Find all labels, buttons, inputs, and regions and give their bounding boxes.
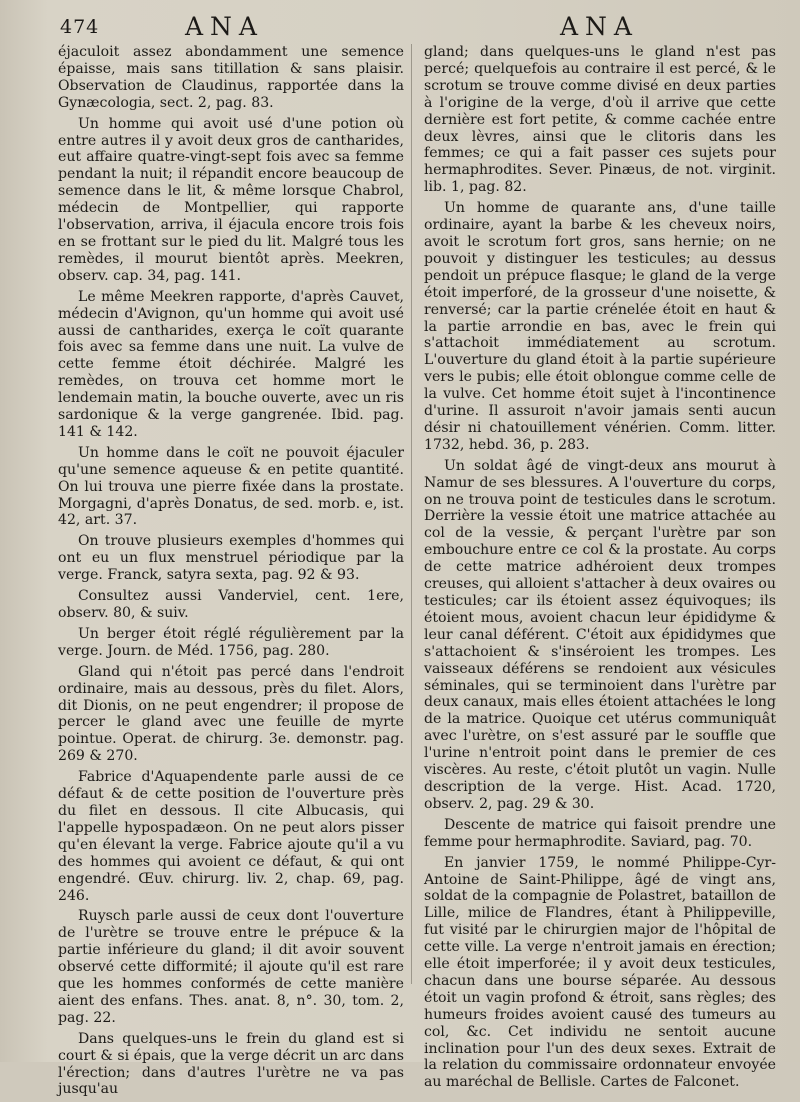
paragraph: Fabrice d'Aquapendente parle aussi de ce défaut & de cette position de l'ouverture près du filet en dessous. Il cite Albucasis, qui l'appelle hypospadæon. On ne peut alors pisser qu'en élevant la verge. Fabrice ajoute qu'il a vu des hommes qui avoient ce défaut, & qui ont engendré. Œuv. chirurg. liv. 2, chap. 69, pag. 246. [58,769,404,904]
page-number: 474 [60,16,100,38]
paragraph: On trouve plusieurs exemples d'hommes qui ont eu un flux menstruel périodique par la verge. Franck, satyra sexta, pag. 92 & 93. [58,533,404,584]
paragraph: Ruysch parle aussi de ceux dont l'ouverture de l'urètre se trouve entre le prépuce & la partie inférieure du gland; il dit avoir souvent observé cette difformité; il ajoute qu'il est rare que les hommes conformés de cette manière aient des enfans. Thes. anat. 8, n°. 30, tom. 2, pag. 22. [58,908,404,1026]
paragraph: Consultez aussi Vanderviel, cent. 1ere, observ. 80, & suiv. [58,588,404,621]
paragraph: éjaculoit assez abondamment une semence épaisse, mais sans titillation & sans plaisir. Observation de Claudinus, rapportée dans la Gynæcologia, sect. 2, pag. 83. [58,44,404,111]
paragraph: Un berger étoit réglé régulièrement par la verge. Journ. de Méd. 1756, pag. 280. [58,625,404,659]
right-column [424,44,776,1095]
column-divider [411,44,412,984]
paragraph: Un homme de quarante ans, d'une taille ordinaire, ayant la barbe & les cheveux noirs, avoit le scrotum fort gros, sans hernie; on ne pouvoit y distinguer les testicules; au dessus pendoit un prépuce flasque; le gland de la verge étoit imperforé, de la grosseur d'une noisette, & renversé; car la partie crénelée étoit en haut & la partie arrondie en bas, avec le frein qui s'attachoit immédiatement au scrotum. L'ouverture du gland étoit à la partie supérieure vers le pubis; elle étoit oblongue comme celle de la vulve. Cet homme étoit sujet à l'incontinence d'urine. Il assuroit n'avoir jamais senti aucun désir ni chatouillement vénérien. Comm. litter. 1732, hebd. 36, p. 283. [424,200,776,453]
paragraph: Dans quelques-uns le frein du gland est si court & si épais, que la verge décrit un arc dans l'érection; dans d'autres l'urètre ne va pas jusqu'au [58,1030,404,1098]
paragraph: Un homme dans le coït ne pouvoit éjaculer qu'une semence aqueuse & en petite quantité. On lui trouva une pierre fixée dans la prostate. Morgagni, d'après Donatus, de sed. morb. e, ist. 42, art. 37. [58,444,404,529]
paragraph: Gland qui n'étoit pas percé dans l'endroit ordinaire, mais au dessous, près du filet. Alors, dit Dionis, on ne peut engendrer; il propose de percer le gland avec une feuille de myrte pointue. Operat. de chirurg. 3e. demonstr. pag. 269 & 270. [58,663,404,765]
paragraph: Un soldat âgé de vingt-deux ans mourut à Namur de ses blessures. A l'ouverture du corps, on ne trouva point de testicules dans le scrotum. Derrière la vessie étoit une matrice attachée au col de la vessie, & perçant l'urètre par son embouchure entre ce col & la prostate. Au corps de cette matrice adhéroient deux trompes creuses, qui alloient s'attacher à deux ovaires ou testicules; car ils étoient assez équivoques; ils étoient mous, avoient chacun leur épididyme & leur canal déférent. C'étoit aux épididymes que s'attachoient & s'inséroient les trompes. Les vaisseaux déférens se rendoient aux vésicules séminales, qui se terminoient dans l'urètre par deux canaux, mais elles étoient attachées le long de la matrice. Quoique cet utérus communiquât avec l'urètre, on s'est assuré par le souffle que l'urine n'entroit point dans le premier de ces viscères. Au reste, c'étoit plutôt un vagin. Nulle description de la verge. Hist. Acad. 1720, observ. 2, pag. 29 & 30. [424,457,776,812]
paragraph: gland; dans quelques-uns le gland n'est pas percé; quelquefois au contraire il est percé, & le scrotum se trouve comme divisé en deux parties à l'origine de la verge, d'où il arrive que cette dernière est fort petite, & comme cachée entre deux lèvres, ainsi que le clitoris dans les femmes; ce qui a fait passer ces sujets pour hermaphrodites. Sever. Pinæus, de not. virginit. lib. 1, pag. 82. [424,44,776,196]
page-header [0,10,800,40]
paragraph: Descente de matrice qui faisoit prendre une femme pour hermaphrodite. Saviard, pag. 70. [424,816,776,850]
paragraph: Un homme qui avoit usé d'une potion où entre autres il y avoit deux gros de cantharides, eut affaire quatre-vingt-sept fois avec sa femme pendant la nuit; il répandit encore beaucoup de semence dans le lit, & même lorsque Chabrol, médecin de Montpellier, qui rapporte l'observation, arriva, il éjacula encore trois fois en se frottant sur le pied du lit. Malgré tous les remèdes, il mourut bientôt après. Meekren, observ. cap. 34, pag. 141. [58,115,404,284]
running-head-left: ANA [185,12,264,41]
paragraph: En janvier 1759, le nommé Philippe-Cyr-Antoine de Saint-Philippe, âgé de vingt ans, soldat de la compagnie de Polastret, bataillon de Lille, milice de Flandres, étant à Philippeville, fut visité par le chirurgien major de l'hôpital de cette ville. La verge n'entroit jamais en érection; elle étoit imperforée; il y avoit deux testicules, chacun dans une bourse séparée. Au dessous étoit un vagin profond & étroit, sans règles; des humeurs froides avoient causé des tumeurs au col, &c. Cet individu ne sentoit aucune inclination pour l'un des deux sexes. Extrait de la relation du commissaire ordonnateur envoyée au maréchal de Bellisle. Cartes de Falconet. [424,854,776,1091]
left-column [58,44,404,1102]
running-head-right: ANA [560,12,639,41]
paragraph: Le même Meekren rapporte, d'après Cauvet, médecin d'Avignon, qu'un homme qui avoit usé aussi de cantharides, exerça le coït quarante fois avec sa femme dans une nuit. La vulve de cette femme étoit déchirée. Malgré les remèdes, on trouva cet homme mort le lendemain matin, la bouche ouverte, avec un ris sardonique & la verge gangrenée. Ibid. pag. 141 & 142. [58,288,404,440]
